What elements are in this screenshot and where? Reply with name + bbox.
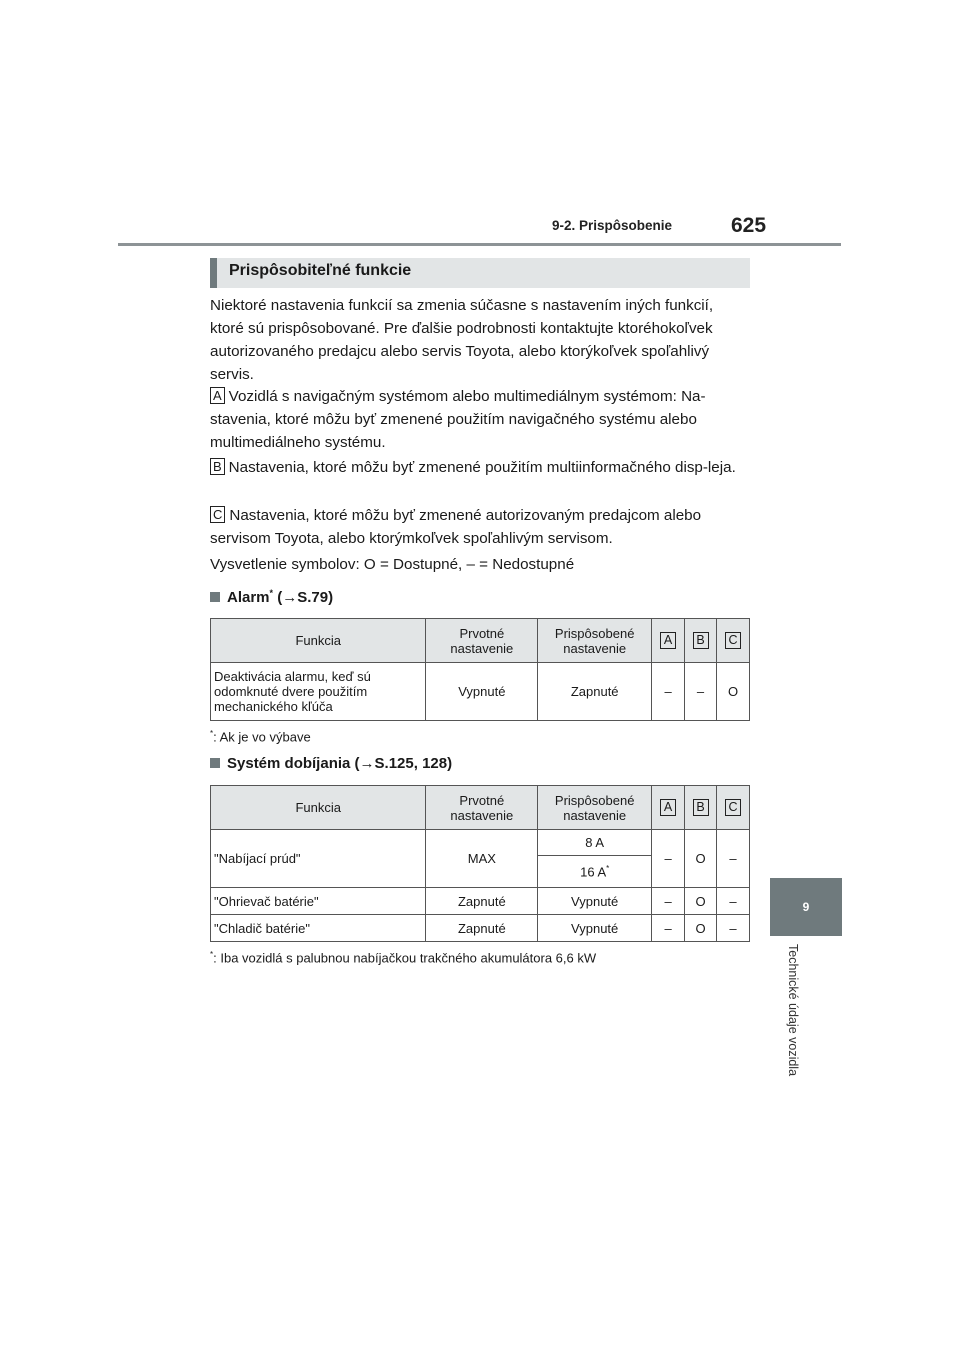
cell-prvotne: Zapnuté [426, 888, 538, 915]
cell-b: – [685, 663, 717, 721]
cell-c: – [717, 888, 750, 915]
cell-prvotne: Zapnuté [426, 915, 538, 942]
header-a: A [660, 632, 676, 649]
cell-b: O [685, 915, 717, 942]
symbols-text: Vysvetlenie symbolov: O = Dostupné, – = Nedostupné [210, 556, 575, 573]
alarm-footnote-text: : Ak je vo výbave [213, 729, 311, 745]
cell-funkcia: "Chladič batérie" [211, 915, 426, 942]
charging-heading-text: Systém dobíjania (→S.125, 128) [227, 755, 453, 772]
charging-footnote-star: * [210, 950, 214, 959]
section-header: 9-2. Prispôsobenie [552, 218, 673, 233]
cell-funkcia: "Ohrievač batérie" [211, 888, 426, 915]
marker-a-text: Vozidlá s navigačným systémom alebo multimediálnym systémom: Na-stavenia, ktoré môžu byť zmenené použitím navigačného systému alebo multimediálneho systému. [210, 388, 706, 451]
header-a: A [660, 799, 676, 816]
cell-funkcia: "Nabíjací prúd" [211, 830, 426, 888]
charging-heading [210, 755, 452, 772]
marker-c-paragraph [210, 504, 750, 550]
table-header-row [211, 786, 750, 830]
alarm-heading-ref: (→S.79) [277, 589, 334, 606]
cell-prvotne: MAX [426, 830, 538, 888]
marker-b-text: Nastavenia, ktoré môžu byť zmenené použitím multiinformačného disp-leja. [228, 459, 736, 476]
header-c: C [725, 632, 741, 649]
heading-square-icon [210, 758, 220, 768]
table-row [211, 888, 750, 915]
table-header-row [211, 619, 750, 663]
heading-square-icon [210, 592, 220, 602]
marker-a-paragraph [210, 385, 750, 454]
marker-b: B [210, 458, 225, 475]
header-rule [118, 243, 841, 246]
intro-paragraph [210, 294, 750, 386]
chapter-number: 9 [802, 900, 810, 914]
chapter-label-text: Technické údaje vozidla [786, 944, 800, 1077]
cell-prisposobene: Vypnuté [538, 915, 652, 942]
charging-footnote [210, 950, 596, 965]
cell-a: – [652, 888, 685, 915]
header-b: B [693, 632, 709, 649]
header-prvotne: Prvotné nastavenie [426, 786, 538, 830]
header-prisposobene: Prispôsobené nastavenie [538, 786, 652, 830]
alarm-heading-name: Alarm [227, 589, 270, 606]
cell-option-16a [538, 856, 652, 888]
cell-a: – [652, 830, 685, 888]
option-16a-text: 16 A [580, 864, 607, 880]
alarm-footnote [210, 729, 311, 744]
marker-c-text: Nastavenia, ktoré môžu byť zmenené autorizovaným predajcom alebo servisom Toyota, alebo ktorýmkoľvek spoľahlivým servisom. [210, 507, 702, 547]
marker-b-paragraph [210, 456, 750, 479]
header-c: C [725, 799, 741, 816]
section-title: Prispôsobiteľné funkcie [229, 262, 412, 279]
alarm-heading-star: * [269, 588, 274, 598]
cell-funkcia: Deaktivácia alarmu, keď sú odomknuté dvere použitím mechanického kľúča [211, 663, 426, 721]
cell-a: – [652, 663, 685, 721]
chapter-label [780, 944, 808, 1114]
marker-a: A [210, 387, 225, 404]
table-row [211, 915, 750, 942]
cell-option-8a: 8 A [538, 830, 652, 856]
header-b: B [693, 799, 709, 816]
cell-a: – [652, 915, 685, 942]
alarm-heading [210, 588, 333, 606]
table-row [211, 663, 750, 721]
page-number: 625 [731, 214, 767, 237]
cell-prvotne: Vypnuté [426, 663, 538, 721]
cell-prisposobene: Zapnuté [538, 663, 652, 721]
alarm-footnote-star: * [210, 729, 214, 738]
marker-c: C [210, 506, 225, 523]
intro-text: Niektoré nastavenia funkcií sa zmenia súčasne s nastavením iných funkcií, ktoré sú prispôsobované. Pre ďalšie podrobnosti kontaktujte ktoréhokoľvek autorizovaného predajcu alebo servis Toyota, alebo ktorýkoľvek spoľahlivý servis. [210, 297, 714, 383]
header-prisposobene: Prispôsobené nastavenie [538, 619, 652, 663]
section-title-box [210, 258, 750, 288]
option-16a-star: * [606, 863, 610, 873]
table-row [211, 830, 750, 856]
chapter-tab [770, 878, 842, 936]
cell-c: O [717, 663, 750, 721]
alarm-table [210, 618, 750, 721]
charging-footnote-text: : Iba vozidlá s palubnou nabíjačkou trakčného akumulátora 6,6 kW [213, 950, 597, 966]
header-funkcia: Funkcia [211, 619, 426, 663]
symbols-legend [210, 553, 750, 576]
cell-b: O [685, 888, 717, 915]
charging-table [210, 785, 750, 942]
header-funkcia: Funkcia [211, 786, 426, 830]
cell-c: – [717, 830, 750, 888]
cell-b: O [685, 830, 717, 888]
cell-c: – [717, 915, 750, 942]
header-prvotne: Prvotné nastavenie [426, 619, 538, 663]
cell-prisposobene: Vypnuté [538, 888, 652, 915]
